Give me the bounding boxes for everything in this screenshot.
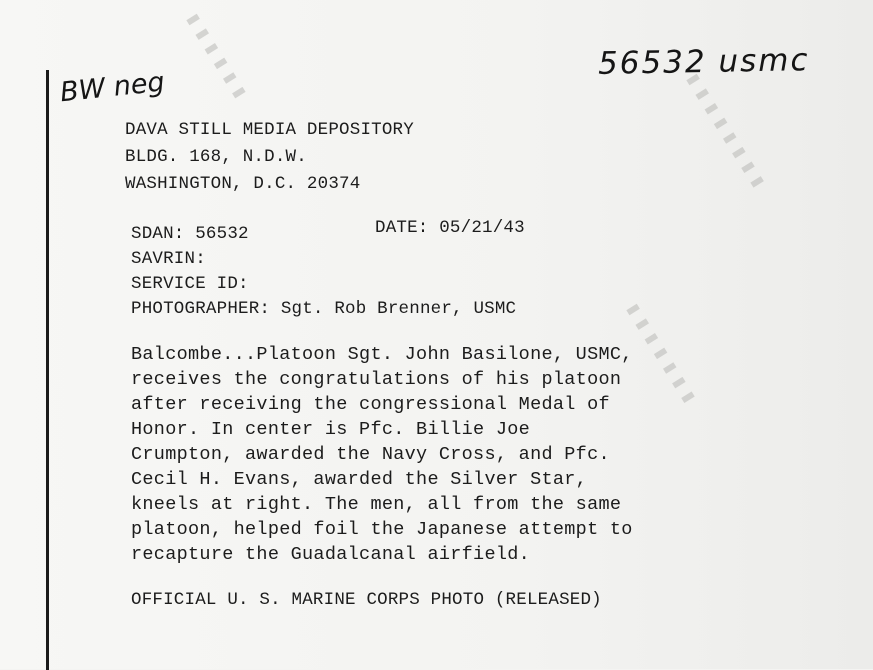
bleed-through-mark: ▮ ▮ ▮ ▮ ▮ ▮ bbox=[183, 11, 250, 103]
caption-line: platoon, helped foil the Japanese attempt to bbox=[131, 519, 633, 540]
caption-line: receives the congratulations of his platoon bbox=[131, 369, 622, 390]
handwritten-note-right: 56532 usmc bbox=[597, 42, 810, 82]
bleed-through-mark: ▮ ▮ ▮ ▮ ▮ ▮ ▮ bbox=[623, 301, 699, 408]
caption-line: kneels at right. The men, all from the same bbox=[131, 494, 622, 515]
bleed-through-mark: ▮ ▮ ▮ ▮ ▮ ▮ ▮ ▮ bbox=[683, 71, 769, 192]
address-line: WASHINGTON, D.C. 20374 bbox=[125, 174, 361, 194]
caption-line: after receiving the congressional Medal of bbox=[131, 394, 610, 415]
page-edge-line bbox=[46, 70, 49, 670]
service-id-field: SERVICE ID: bbox=[131, 274, 249, 294]
caption-line: Honor. In center is Pfc. Billie Joe bbox=[131, 419, 531, 440]
address-line: BLDG. 168, N.D.W. bbox=[125, 147, 307, 167]
caption-line: Cecil H. Evans, awarded the Silver Star, bbox=[131, 469, 588, 490]
release-footer: OFFICIAL U. S. MARINE CORPS PHOTO (RELEASED) bbox=[131, 590, 602, 610]
sdan-field: SDAN: 56532 bbox=[131, 224, 249, 244]
savrin-field: SAVRIN: bbox=[131, 249, 206, 269]
caption-line: Balcombe...Platoon Sgt. John Basilone, USMC, bbox=[131, 344, 633, 365]
handwritten-note-left: BW neg bbox=[58, 66, 167, 109]
address-line: DAVA STILL MEDIA DEPOSITORY bbox=[125, 120, 414, 140]
date-field: DATE: 05/21/43 bbox=[375, 218, 525, 238]
caption-line: recapture the Guadalcanal airfield. bbox=[131, 544, 531, 565]
photographer-field: PHOTOGRAPHER: Sgt. Rob Brenner, USMC bbox=[131, 299, 517, 319]
caption-line: Crumpton, awarded the Navy Cross, and Pfc. bbox=[131, 444, 610, 465]
